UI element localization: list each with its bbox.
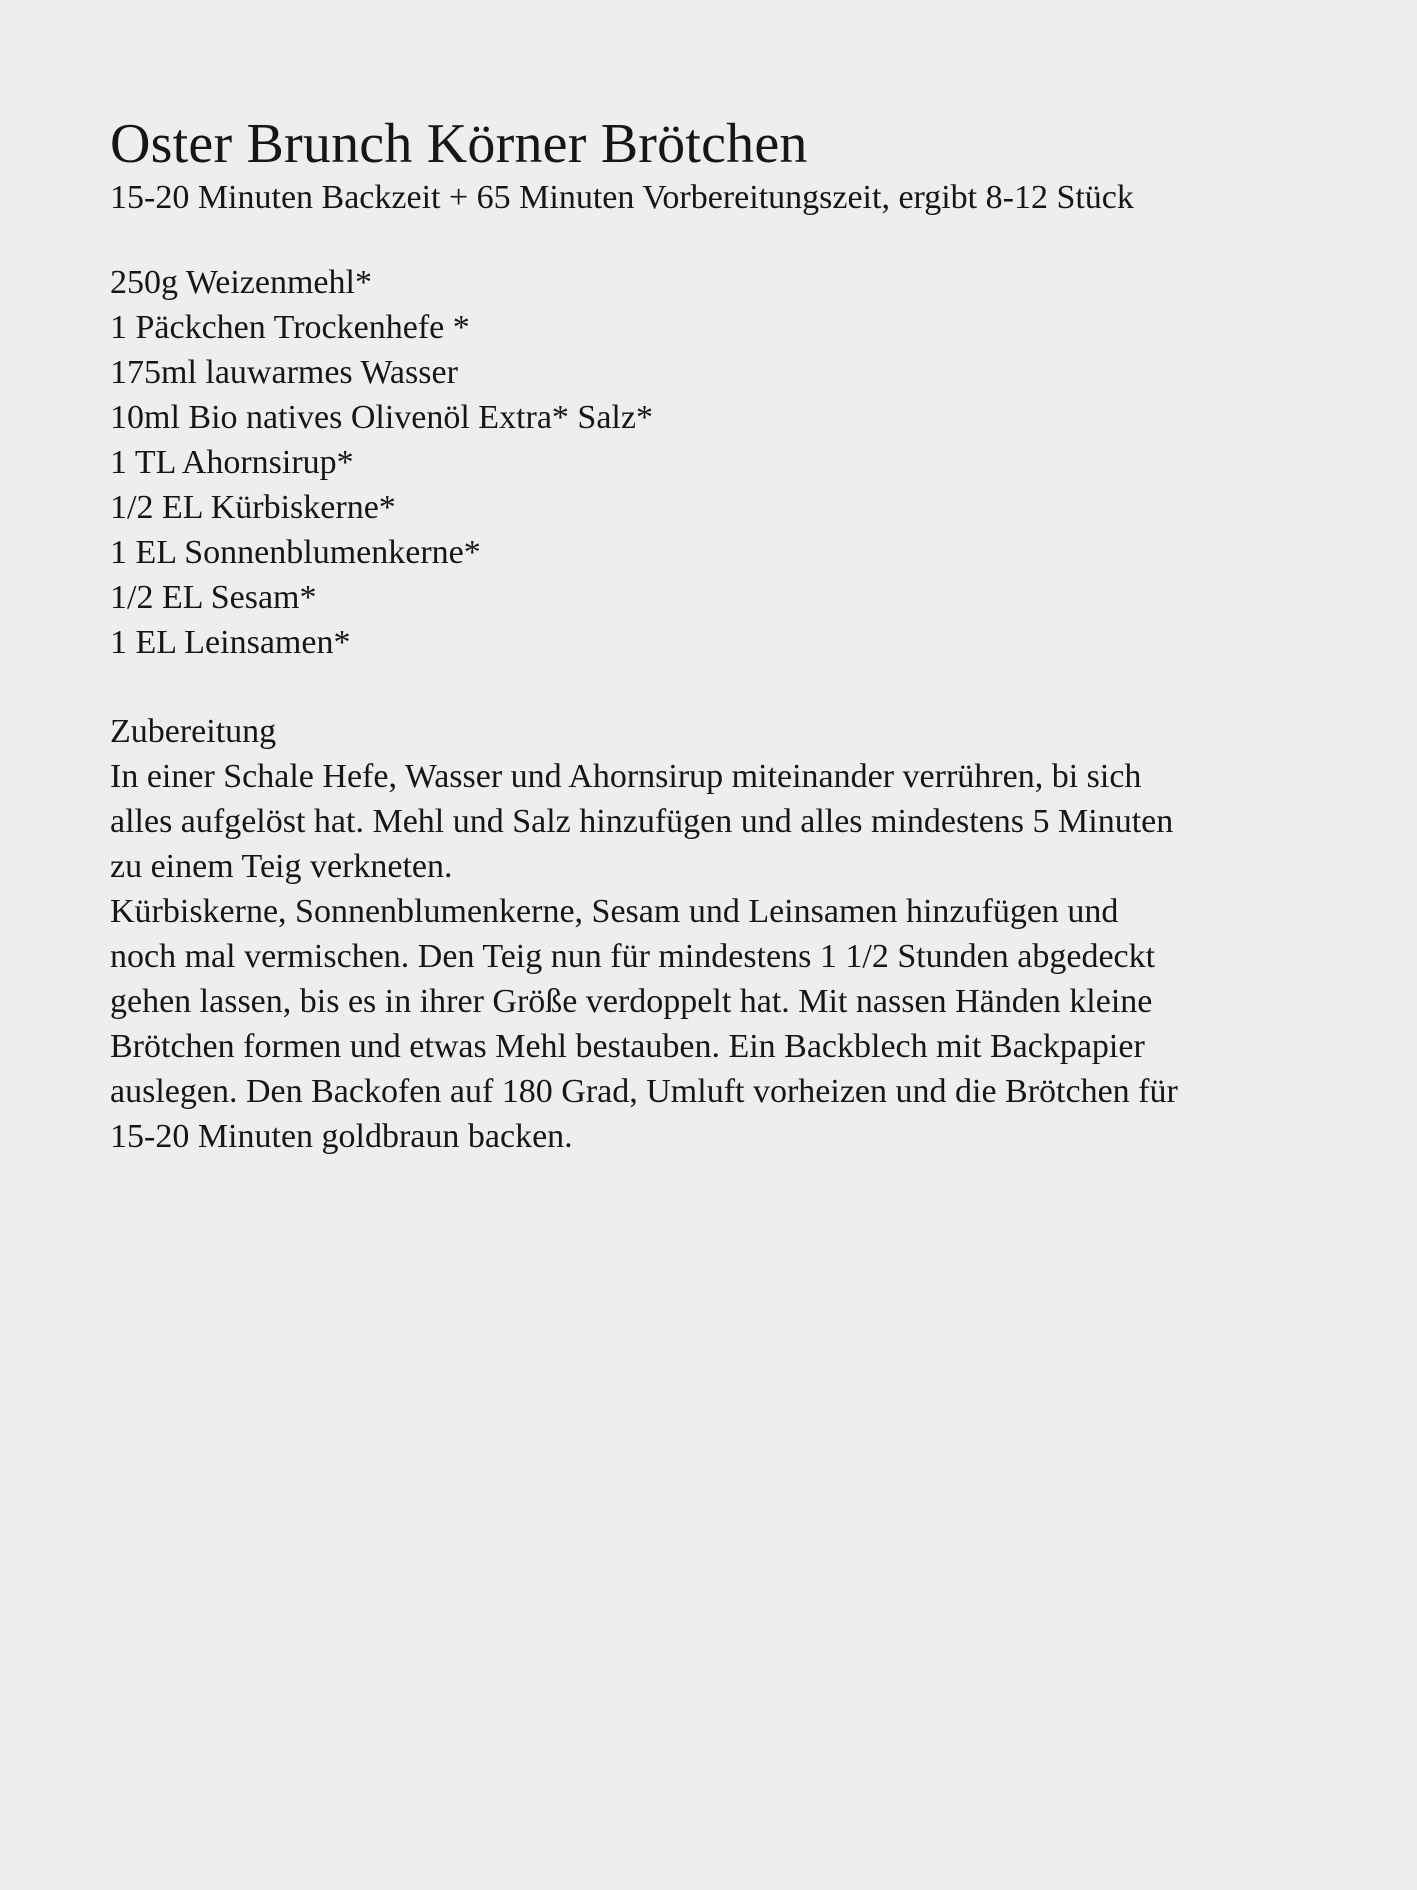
ingredient-list <box>110 260 1330 665</box>
preparation-text <box>110 754 1330 1159</box>
ingredient-item: 1/2 EL Sesam* <box>110 579 317 616</box>
ingredient-item: 1 EL Sonnenblumenkerne* <box>110 534 481 571</box>
preparation-line: Kürbiskerne, Sonnenblumenkerne, Sesam und Leinsamen hinzufügen und <box>110 893 1119 930</box>
preparation-heading: Zubereitung <box>110 713 277 750</box>
ingredient-item: 1 Päckchen Trockenhefe * <box>110 309 470 346</box>
preparation-line: auslegen. Den Backofen auf 180 Grad, Umluft vorheizen und die Brötchen für <box>110 1073 1178 1110</box>
ingredient-item: 1/2 EL Kürbiskerne* <box>110 489 396 526</box>
ingredient-item: 250g Weizenmehl* <box>110 264 372 301</box>
ingredient-item: 10ml Bio natives Olivenöl Extra* Salz* <box>110 399 653 436</box>
preparation-line: gehen lassen, bis es in ihrer Größe verdoppelt hat. Mit nassen Händen kleine <box>110 983 1153 1020</box>
preparation-line: alles aufgelöst hat. Mehl und Salz hinzufügen und alles mindestens 5 Minuten <box>110 803 1174 840</box>
recipe-page <box>110 112 1330 1159</box>
ingredient-item: 1 EL Leinsamen* <box>110 624 351 661</box>
preparation-line: 15-20 Minuten goldbraun backen. <box>110 1118 573 1155</box>
preparation-line: zu einem Teig verkneten. <box>110 848 453 885</box>
preparation-line: noch mal vermischen. Den Teig nun für mindestens 1 1/2 Stunden abgedeckt <box>110 938 1156 975</box>
recipe-subtitle: 15-20 Minuten Backzeit + 65 Minuten Vorbereitungszeit, ergibt 8-12 Stück <box>110 179 1134 216</box>
preparation-line: Brötchen formen und etwas Mehl bestauben. Ein Backblech mit Backpapier <box>110 1028 1145 1065</box>
ingredient-item: 1 TL Ahornsirup* <box>110 444 354 481</box>
preparation-line: In einer Schale Hefe, Wasser und Ahornsirup miteinander verrühren, bi sich <box>110 758 1142 795</box>
ingredient-item: 175ml lauwarmes Wasser <box>110 354 458 391</box>
recipe-title: Oster Brunch Körner Brötchen <box>110 113 808 175</box>
